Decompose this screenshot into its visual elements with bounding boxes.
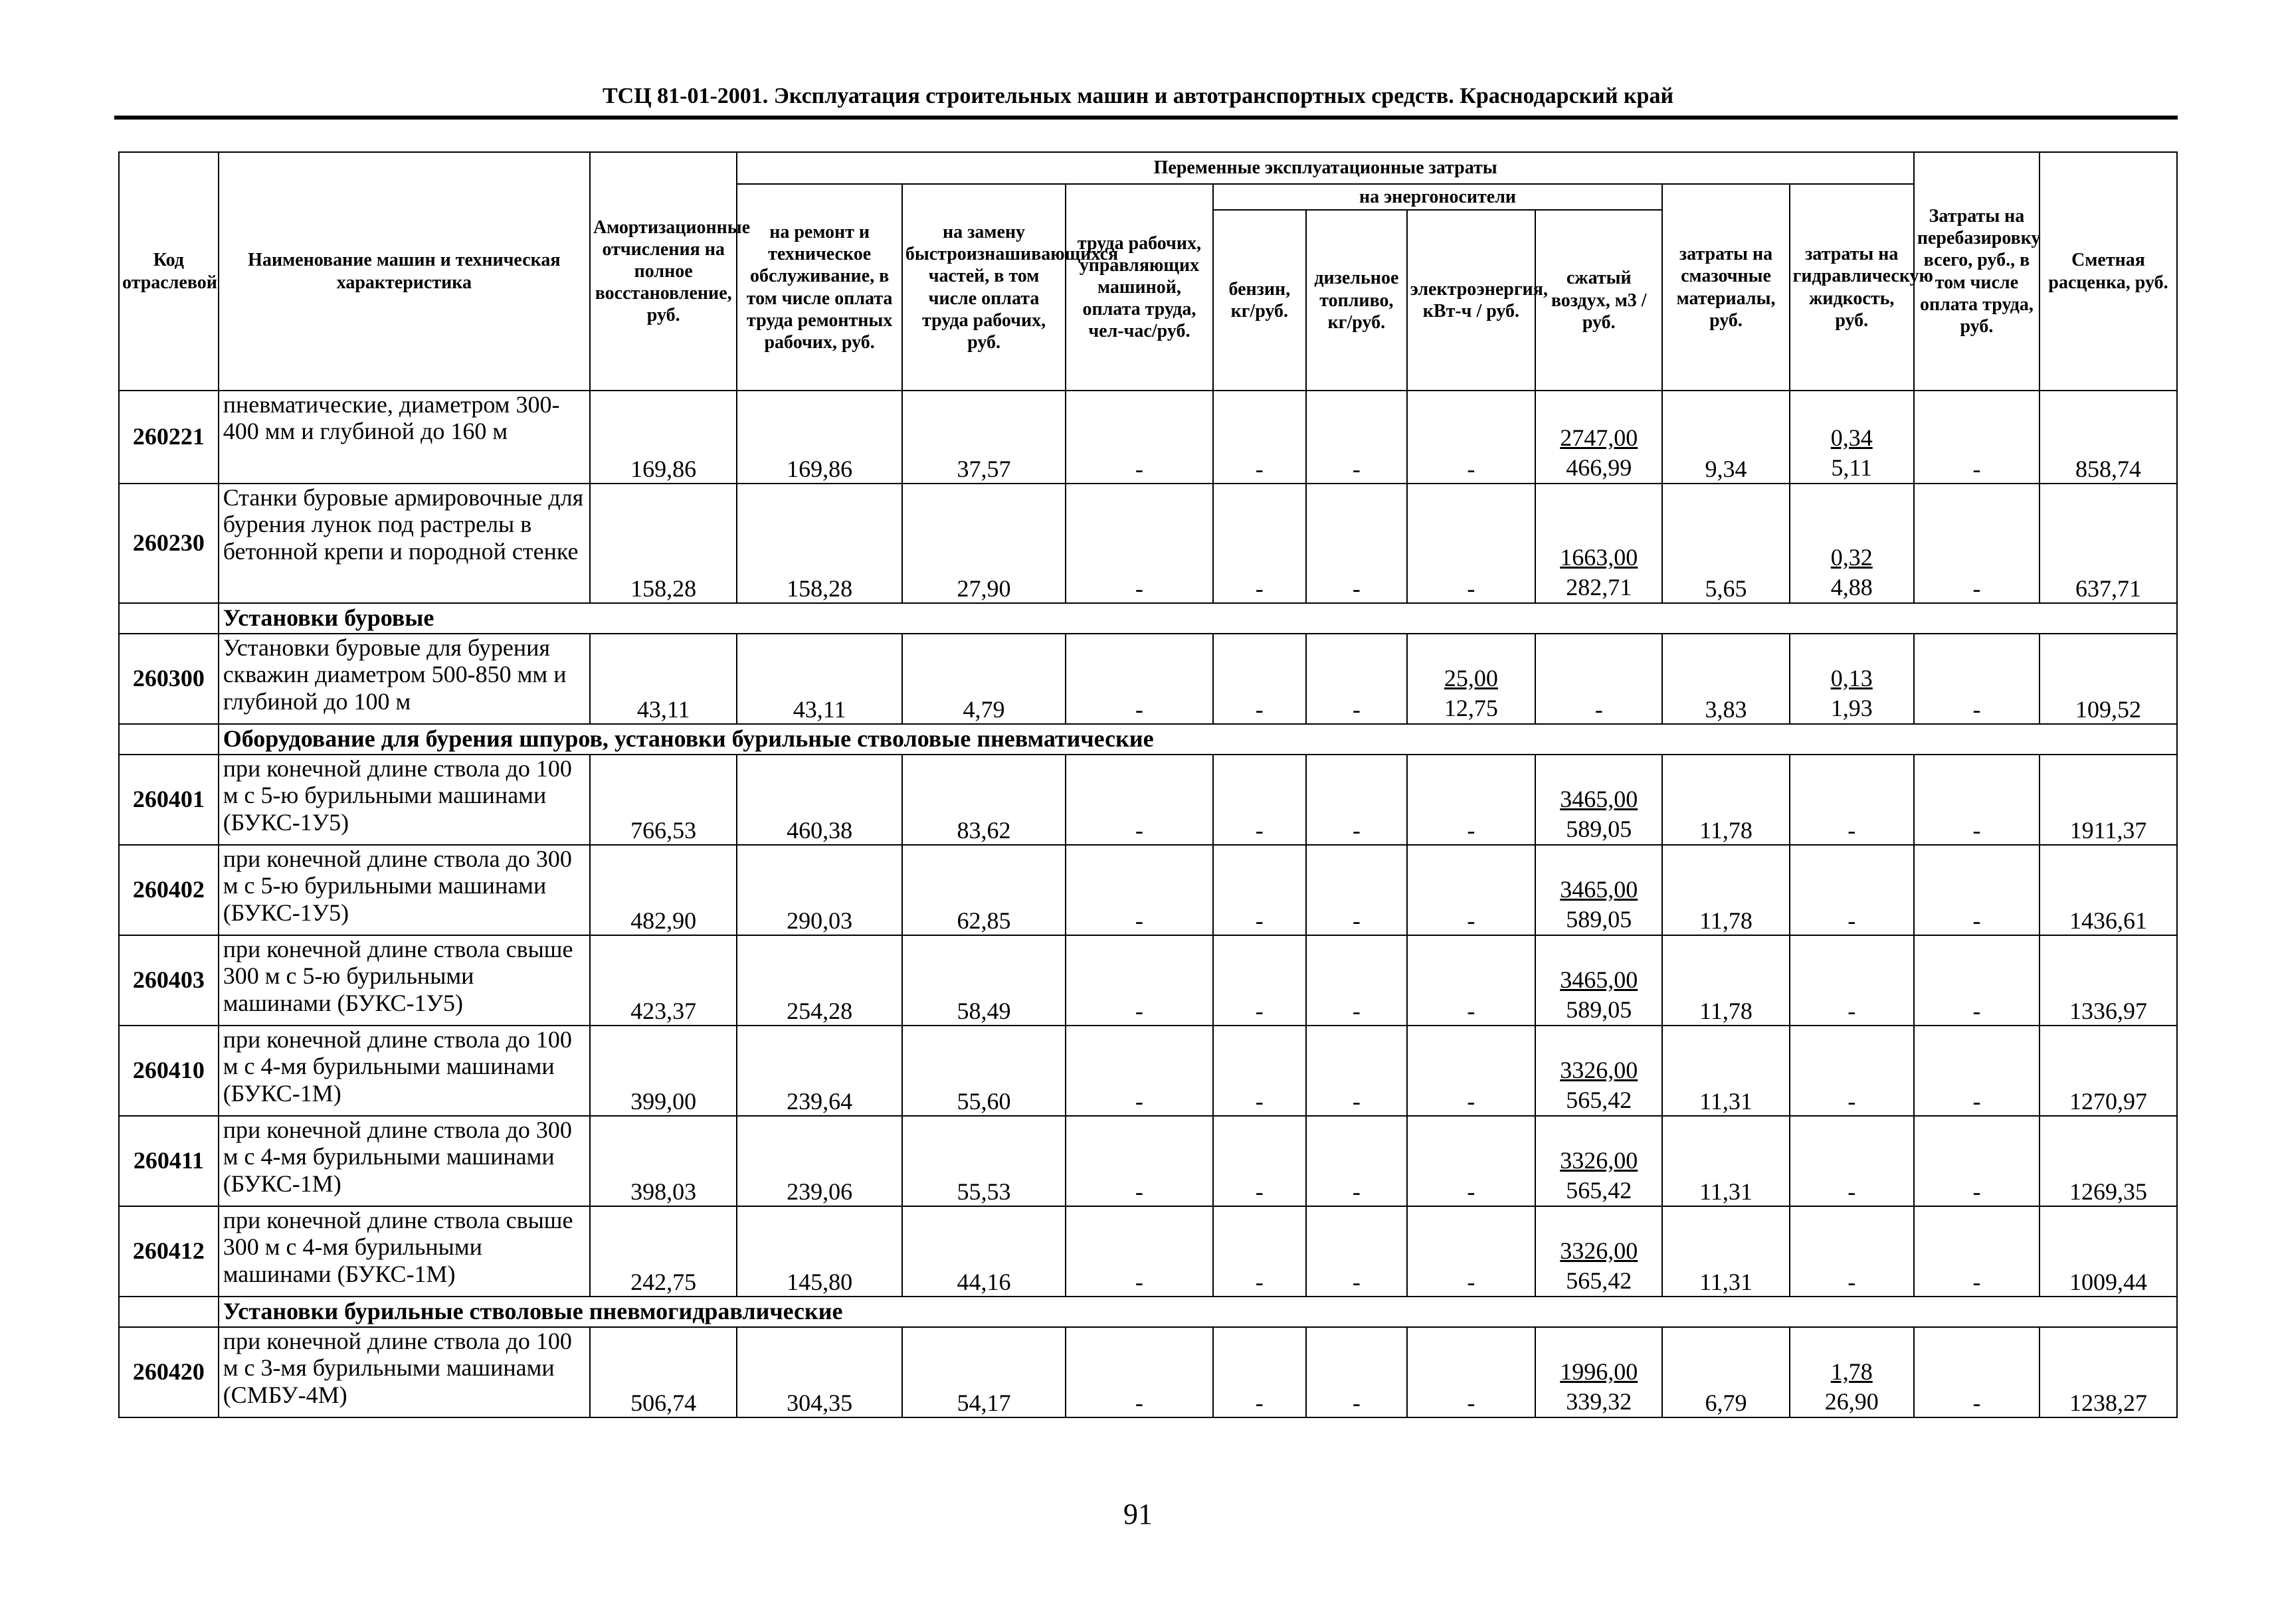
replace-cell: 54,17 — [902, 1327, 1066, 1417]
relocation-cell: - — [1914, 935, 2039, 1026]
row-code: 260403 — [119, 935, 219, 1026]
rate-cell: 637,71 — [2039, 484, 2177, 603]
amort-cell: 766,53 — [590, 755, 737, 845]
header-diesel: дизельное топливо, кг/руб. — [1306, 210, 1407, 391]
air-cell-cost: 589,05 — [1566, 816, 1632, 843]
amort-cell: 398,03 — [590, 1116, 737, 1206]
row-code: 260411 — [119, 1116, 219, 1206]
lube-cell: 11,31 — [1662, 1116, 1789, 1206]
repair-cell: 254,28 — [737, 935, 901, 1026]
air-cell-amount: 2747,00 — [1560, 424, 1638, 452]
lube-cell: 5,65 — [1662, 484, 1789, 603]
hydro-cell: - — [1790, 845, 1914, 935]
labor-cell: - — [1066, 484, 1212, 603]
table-row — [119, 634, 2177, 724]
petrol-cell: - — [1213, 1026, 1306, 1116]
row-name: Установки буровые для бурения скважин диаметром 500-850 мм и глубиной до 100 м — [219, 634, 590, 724]
amort-cell: 399,00 — [590, 1026, 737, 1116]
air-cell-amount: 3326,00 — [1560, 1147, 1638, 1174]
table-row — [119, 484, 2177, 603]
relocation-cell: - — [1914, 1206, 2039, 1297]
amort-cell: 158,28 — [590, 484, 737, 603]
table-row — [119, 755, 2177, 845]
labor-cell: - — [1066, 391, 1212, 484]
air-cell-cost: 282,71 — [1566, 574, 1632, 601]
air-cell — [1535, 755, 1662, 845]
hydro-cell-cost: 26,90 — [1824, 1388, 1879, 1415]
air-cell-cost: 565,42 — [1566, 1177, 1632, 1204]
header-hydro: затраты на гидравлическую жидкость, руб. — [1790, 184, 1914, 391]
replace-cell: 55,60 — [902, 1026, 1066, 1116]
lube-cell: 11,78 — [1662, 755, 1789, 845]
replace-cell: 4,79 — [902, 634, 1066, 724]
air-cell: - — [1535, 634, 1662, 724]
row-name: при конечной длине ствола до 300 м с 5-ю бурильными машинами (БУКС-1У5) — [219, 845, 590, 935]
hydro-cell-amount: 0,32 — [1830, 544, 1873, 571]
hydro-cell-cost: 5,11 — [1831, 454, 1873, 482]
header-name: Наименование машин и техническая характеристика — [219, 152, 590, 391]
row-name: при конечной длине ствола свыше 300 м с 5-ю бурильными машинами (БУКС-1У5) — [219, 935, 590, 1026]
air-cell-amount: 3465,00 — [1560, 876, 1638, 903]
air-cell — [1535, 1116, 1662, 1206]
header-code: Код отраслевой — [119, 152, 219, 391]
repair-cell: 239,64 — [737, 1026, 901, 1116]
replace-cell: 58,49 — [902, 935, 1066, 1026]
repair-cell: 145,80 — [737, 1206, 901, 1297]
labor-cell: - — [1066, 634, 1212, 724]
section-title: Оборудование для бурения шпуров, установки бурильные стволовые пневматические — [219, 724, 2177, 755]
row-code: 260401 — [119, 755, 219, 845]
header-air: сжатый воздух, м3 / руб. — [1535, 210, 1662, 391]
rate-cell: 1436,61 — [2039, 845, 2177, 935]
hydro-cell — [1790, 634, 1914, 724]
relocation-cell: - — [1914, 1327, 2039, 1417]
diesel-cell: - — [1306, 391, 1407, 484]
electric-cell: - — [1407, 935, 1535, 1026]
lube-cell: 6,79 — [1662, 1327, 1789, 1417]
replace-cell: 83,62 — [902, 755, 1066, 845]
air-cell-cost: 466,99 — [1566, 454, 1632, 482]
lube-cell: 11,31 — [1662, 1206, 1789, 1297]
row-code: 260402 — [119, 845, 219, 935]
rate-cell: 1238,27 — [2039, 1327, 2177, 1417]
row-code: 260221 — [119, 391, 219, 484]
repair-cell: 460,38 — [737, 755, 901, 845]
header-replace: на замену быстроизнашивающихся частей, в том числе оплата труда рабочих, руб. — [902, 184, 1066, 391]
table-row — [119, 845, 2177, 935]
row-name: при конечной длине ствола до 100 м с 3-мя бурильными машинами (СМБУ-4М) — [219, 1327, 590, 1417]
labor-cell: - — [1066, 1116, 1212, 1206]
page-title: ТСЦ 81-01-2001. Эксплуатация строительных машин и автотранспортных средств. Краснодарский край — [602, 84, 1674, 108]
page-number: 91 — [1123, 1498, 1153, 1530]
labor-cell: - — [1066, 845, 1212, 935]
hydro-cell — [1790, 391, 1914, 484]
hydro-cell-amount: 0,13 — [1830, 665, 1873, 692]
hydro-cell: - — [1790, 1026, 1914, 1116]
petrol-cell: - — [1213, 755, 1306, 845]
diesel-cell: - — [1306, 755, 1407, 845]
diesel-cell: - — [1306, 634, 1407, 724]
air-cell-cost: 589,05 — [1566, 996, 1632, 1024]
repair-cell: 304,35 — [737, 1327, 901, 1417]
petrol-cell: - — [1213, 1327, 1306, 1417]
electric-cell: - — [1407, 845, 1535, 935]
section-code-cell — [119, 603, 219, 634]
table-row — [119, 391, 2177, 484]
relocation-cell: - — [1914, 634, 2039, 724]
lube-cell: 9,34 — [1662, 391, 1789, 484]
replace-cell: 62,85 — [902, 845, 1066, 935]
section-title: Установки бурильные стволовые пневмогидравлические — [219, 1297, 2177, 1327]
header-petrol: бензин, кг/руб. — [1213, 210, 1306, 391]
air-cell-cost: 589,05 — [1566, 906, 1632, 933]
electric-cell-cost: 12,75 — [1444, 695, 1498, 722]
relocation-cell: - — [1914, 755, 2039, 845]
header-amort: Амортизационные отчисления на полное восстановление, руб. — [590, 152, 737, 391]
air-cell-amount: 3465,00 — [1560, 786, 1638, 813]
row-code: 260420 — [119, 1327, 219, 1417]
header-relocation: Затраты на перебазировку всего, руб., в том числе оплата труда, руб. — [1914, 152, 2039, 391]
rate-cell: 1336,97 — [2039, 935, 2177, 1026]
row-code: 260300 — [119, 634, 219, 724]
amort-cell: 482,90 — [590, 845, 737, 935]
rate-cell: 1270,97 — [2039, 1026, 2177, 1116]
electric-cell-amount: 25,00 — [1444, 665, 1498, 692]
diesel-cell: - — [1306, 1116, 1407, 1206]
table-body — [119, 391, 2177, 1417]
cost-table — [118, 151, 2178, 1418]
air-cell — [1535, 484, 1662, 603]
row-name: при конечной длине ствола свыше 300 м с 4-мя бурильными машинами (БУКС-1М) — [219, 1206, 590, 1297]
hydro-cell-cost: 4,88 — [1830, 574, 1873, 601]
replace-cell: 55,53 — [902, 1116, 1066, 1206]
petrol-cell: - — [1213, 391, 1306, 484]
header-variable: Переменные эксплуатационные затраты — [737, 152, 1913, 184]
replace-cell: 37,57 — [902, 391, 1066, 484]
hydro-cell: - — [1790, 1116, 1914, 1206]
air-cell-cost: 565,42 — [1566, 1087, 1632, 1114]
labor-cell: - — [1066, 1206, 1212, 1297]
air-cell-amount: 3326,00 — [1560, 1057, 1638, 1084]
rate-cell: 1269,35 — [2039, 1116, 2177, 1206]
diesel-cell: - — [1306, 935, 1407, 1026]
air-cell — [1535, 935, 1662, 1026]
section-code-cell — [119, 1297, 219, 1327]
amort-cell: 242,75 — [590, 1206, 737, 1297]
hydro-cell-amount: 0,34 — [1830, 424, 1873, 452]
air-cell-cost: 565,42 — [1566, 1267, 1632, 1295]
hydro-cell — [1790, 1327, 1914, 1417]
replace-cell: 44,16 — [902, 1206, 1066, 1297]
air-cell — [1535, 391, 1662, 484]
section-title: Установки буровые — [219, 603, 2177, 634]
lube-cell: 11,31 — [1662, 1026, 1789, 1116]
table-row — [119, 1116, 2177, 1206]
hydro-cell-cost: 1,93 — [1830, 695, 1873, 722]
lube-cell: 11,78 — [1662, 935, 1789, 1026]
rate-cell: 1911,37 — [2039, 755, 2177, 845]
rate-cell: 109,52 — [2039, 634, 2177, 724]
relocation-cell: - — [1914, 391, 2039, 484]
table-row — [119, 1026, 2177, 1116]
labor-cell: - — [1066, 1026, 1212, 1116]
repair-cell: 158,28 — [737, 484, 901, 603]
header-electric: электроэнергия, кВт-ч / руб. — [1407, 210, 1535, 391]
petrol-cell: - — [1213, 1206, 1306, 1297]
table-row — [119, 1327, 2177, 1417]
electric-cell: - — [1407, 1206, 1535, 1297]
diesel-cell: - — [1306, 1026, 1407, 1116]
air-cell — [1535, 1327, 1662, 1417]
rate-cell: 1009,44 — [2039, 1206, 2177, 1297]
diesel-cell: - — [1306, 484, 1407, 603]
air-cell-amount: 3326,00 — [1560, 1237, 1638, 1265]
row-name: при конечной длине ствола до 100 м с 4-мя бурильными машинами (БУКС-1М) — [219, 1026, 590, 1116]
hydro-cell: - — [1790, 935, 1914, 1026]
air-cell — [1535, 845, 1662, 935]
air-cell-cost: 339,32 — [1566, 1388, 1632, 1415]
electric-cell: - — [1407, 1327, 1535, 1417]
electric-cell: - — [1407, 391, 1535, 484]
section-row — [119, 1297, 2177, 1327]
labor-cell: - — [1066, 935, 1212, 1026]
row-code: 260412 — [119, 1206, 219, 1297]
diesel-cell: - — [1306, 1206, 1407, 1297]
table-row — [119, 935, 2177, 1026]
section-row — [119, 724, 2177, 755]
lube-cell: 11,78 — [1662, 845, 1789, 935]
electric-cell — [1407, 634, 1535, 724]
row-code: 260410 — [119, 1026, 219, 1116]
table-row — [119, 1206, 2177, 1297]
section-row — [119, 603, 2177, 634]
electric-cell: - — [1407, 1026, 1535, 1116]
header-energy: на энергоносители — [1213, 184, 1663, 210]
header-rule — [114, 116, 2178, 120]
petrol-cell: - — [1213, 484, 1306, 603]
air-cell-amount: 1996,00 — [1560, 1358, 1638, 1386]
amort-cell: 43,11 — [590, 634, 737, 724]
repair-cell: 43,11 — [737, 634, 901, 724]
header-lube: затраты на смазочные материалы, руб. — [1662, 184, 1789, 391]
air-cell — [1535, 1206, 1662, 1297]
relocation-cell: - — [1914, 845, 2039, 935]
rate-cell: 858,74 — [2039, 391, 2177, 484]
hydro-cell: - — [1790, 755, 1914, 845]
relocation-cell: - — [1914, 484, 2039, 603]
section-code-cell — [119, 724, 219, 755]
header-labor: труда рабочих, управляющих машиной, оплата труда, чел-час/руб. — [1066, 184, 1212, 391]
labor-cell: - — [1066, 755, 1212, 845]
hydro-cell — [1790, 484, 1914, 603]
row-name: при конечной длине ствола до 300 м с 4-мя бурильными машинами (БУКС-1М) — [219, 1116, 590, 1206]
petrol-cell: - — [1213, 634, 1306, 724]
relocation-cell: - — [1914, 1026, 2039, 1116]
row-code: 260230 — [119, 484, 219, 603]
row-name: при конечной длине ствола до 100 м с 5-ю бурильными машинами (БУКС-1У5) — [219, 755, 590, 845]
amort-cell: 423,37 — [590, 935, 737, 1026]
diesel-cell: - — [1306, 845, 1407, 935]
electric-cell: - — [1407, 755, 1535, 845]
air-cell-amount: 3465,00 — [1560, 966, 1638, 994]
air-cell — [1535, 1026, 1662, 1116]
hydro-cell: - — [1790, 1206, 1914, 1297]
electric-cell: - — [1407, 1116, 1535, 1206]
petrol-cell: - — [1213, 1116, 1306, 1206]
row-name: пневматические, диаметром 300-400 мм и глубиной до 160 м — [219, 391, 590, 484]
petrol-cell: - — [1213, 845, 1306, 935]
diesel-cell: - — [1306, 1327, 1407, 1417]
labor-cell: - — [1066, 1327, 1212, 1417]
replace-cell: 27,90 — [902, 484, 1066, 603]
header-rate: Сметная расценка, руб. — [2039, 152, 2177, 391]
amort-cell: 506,74 — [590, 1327, 737, 1417]
amort-cell: 169,86 — [590, 391, 737, 484]
repair-cell: 290,03 — [737, 845, 901, 935]
hydro-cell-amount: 1,78 — [1830, 1358, 1873, 1386]
lube-cell: 3,83 — [1662, 634, 1789, 724]
petrol-cell: - — [1213, 935, 1306, 1026]
repair-cell: 169,86 — [737, 391, 901, 484]
header-repair: на ремонт и техническое обслуживание, в том числе оплата труда ремонтных рабочих, руб. — [737, 184, 901, 391]
air-cell-amount: 1663,00 — [1560, 544, 1638, 571]
row-name: Станки буровые армировочные для бурения лунок под растрелы в бетонной крепи и породной стенке — [219, 484, 590, 603]
electric-cell: - — [1407, 484, 1535, 603]
relocation-cell: - — [1914, 1116, 2039, 1206]
repair-cell: 239,06 — [737, 1116, 901, 1206]
